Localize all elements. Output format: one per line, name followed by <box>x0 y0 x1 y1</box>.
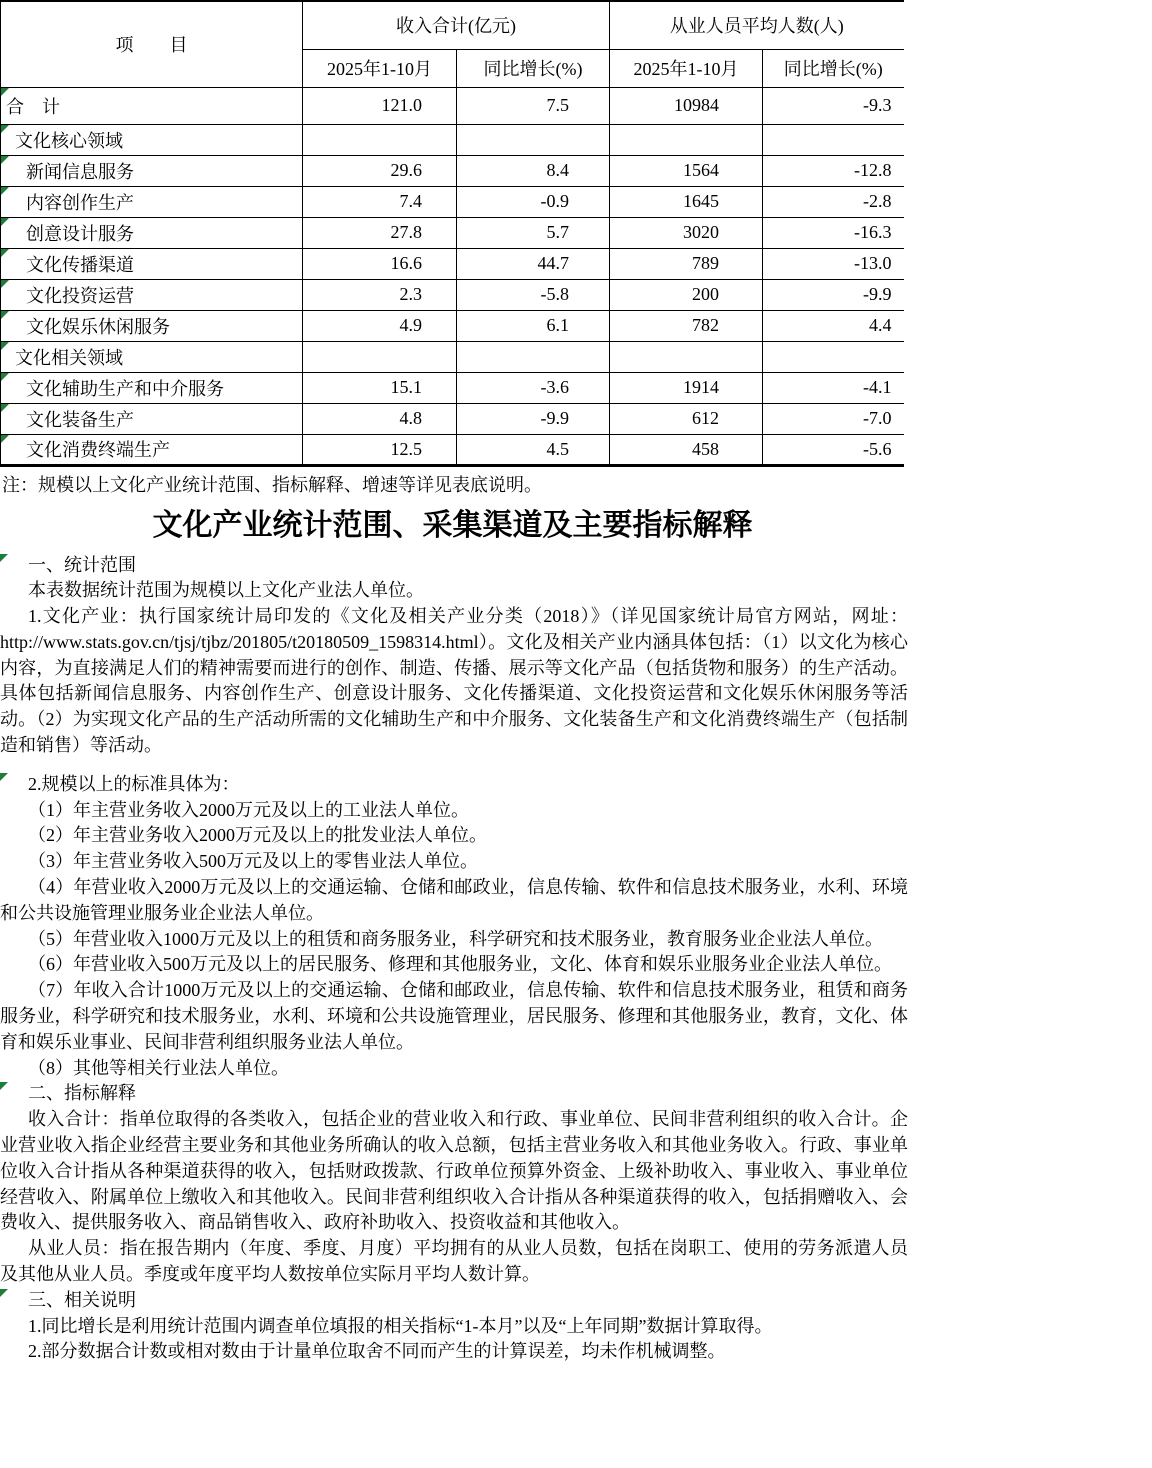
paragraph <box>0 798 908 824</box>
paragraph-text: 本表数据统计范围为规模以上文化产业法人单位。 <box>28 580 424 601</box>
paragraph <box>0 578 908 604</box>
value-cell: 10984 <box>610 87 763 124</box>
paragraph <box>0 849 908 875</box>
comment-indicator-icon <box>1 218 9 226</box>
row-label-cell <box>1 248 303 279</box>
comment-indicator-icon <box>0 1082 8 1090</box>
paragraph-text: （7）年收入合计1000万元及以上的交通运输、仓储和邮政业，信息传输、软件和信息技术服务业，租赁和商务服务业，科学研究和技术服务业，水利、环境和公共设施管理业，居民服务、修理和其他服务业，教育，文化、体育和娱乐业事业、民间非营利组织服务业法人单位。 <box>0 980 908 1052</box>
comment-indicator-icon <box>0 773 8 781</box>
table-row <box>1 279 904 310</box>
value-cell: 1914 <box>610 372 763 403</box>
value-cell: -7.0 <box>763 403 904 434</box>
value-cell: -12.8 <box>763 155 904 186</box>
value-cell <box>303 124 457 155</box>
value-cell: 4.9 <box>303 310 457 341</box>
row-label-cell <box>1 403 303 434</box>
value-cell: 7.5 <box>457 87 610 124</box>
row-label-cell <box>1 186 303 217</box>
table-row <box>1 186 904 217</box>
col-header-revenue-period: 2025年1-10月 <box>303 49 457 87</box>
paragraph-text: （3）年主营业务收入500万元及以上的零售业法人单位。 <box>28 851 478 872</box>
col-header-employees-yoy: 同比增长(%) <box>763 49 904 87</box>
row-label-cell <box>1 310 303 341</box>
value-cell <box>457 124 610 155</box>
table-footnote: 注：规模以上文化产业统计范围、指标解释、增速等详见表底说明。 <box>2 474 542 495</box>
value-cell: -5.6 <box>763 434 904 465</box>
comment-indicator-icon <box>1 88 9 96</box>
paragraph <box>0 927 908 953</box>
row-label: 文化装备生产 <box>26 409 134 430</box>
table-row <box>1 248 904 279</box>
row-label-cell <box>1 155 303 186</box>
paragraph-text: 一、统计范围 <box>28 554 136 575</box>
table-row <box>1 124 904 155</box>
comment-indicator-icon <box>1 187 9 195</box>
paragraph-text: （2）年主营业务收入2000万元及以上的批发业法人单位。 <box>28 825 487 846</box>
row-label-cell <box>1 279 303 310</box>
value-cell: 4.5 <box>457 434 610 465</box>
paragraph <box>0 1056 908 1082</box>
comment-indicator-icon <box>1 373 9 381</box>
paragraph-text: 三、相关说明 <box>28 1289 136 1310</box>
col-header-employees-period: 2025年1-10月 <box>610 49 763 87</box>
row-label: 创意设计服务 <box>26 223 134 244</box>
paragraph-text: （4）年营业收入2000万元及以上的交通运输、仓储和邮政业，信息传输、软件和信息技术服务业，水利、环境和公共设施管理业服务业企业法人单位。 <box>0 877 908 923</box>
value-cell: 15.1 <box>303 372 457 403</box>
row-label: 文化辅助生产和中介服务 <box>26 378 224 399</box>
value-cell <box>763 341 904 372</box>
comment-indicator-icon <box>1 249 9 257</box>
row-label: 文化核心领域 <box>15 130 123 151</box>
row-label: 文化传播渠道 <box>26 254 134 275</box>
value-cell: 2.3 <box>303 279 457 310</box>
table-row <box>1 434 904 465</box>
row-label: 文化相关领域 <box>15 347 123 368</box>
row-label: 文化消费终端生产 <box>26 440 170 460</box>
value-cell: 1564 <box>610 155 763 186</box>
value-cell: 7.4 <box>303 186 457 217</box>
value-cell <box>303 341 457 372</box>
row-label-cell <box>1 124 303 155</box>
value-cell: 27.8 <box>303 217 457 248</box>
table-row <box>1 217 904 248</box>
row-label-cell <box>1 372 303 403</box>
comment-indicator-icon <box>1 125 9 133</box>
doc-title: 文化产业统计范围、采集渠道及主要指标解释 <box>152 508 753 542</box>
paragraph-text: 2.部分数据合计数或相对数由于计量单位取舍不同而产生的计算误差，均未作机械调整。 <box>28 1341 726 1362</box>
value-cell: 458 <box>610 434 763 465</box>
value-cell: 612 <box>610 403 763 434</box>
col-header-employees-group: 从业人员平均人数(人) <box>610 1 904 49</box>
table-row <box>1 372 904 403</box>
paragraph-text: （1）年主营业务收入2000万元及以上的工业法人单位。 <box>28 799 469 820</box>
value-cell: 1645 <box>610 186 763 217</box>
paragraph <box>0 875 908 927</box>
paragraph-text: 2.规模以上的标准具体为： <box>28 773 240 794</box>
paragraph-text: 二、指标解释 <box>28 1083 136 1104</box>
value-cell: 8.4 <box>457 155 610 186</box>
value-cell: 3020 <box>610 217 763 248</box>
comment-indicator-icon <box>1 404 9 412</box>
table-row <box>1 87 904 124</box>
paragraph <box>0 823 908 849</box>
value-cell: 4.4 <box>763 310 904 341</box>
value-cell: 5.7 <box>457 217 610 248</box>
paragraph <box>0 978 908 1055</box>
doc-body <box>0 553 908 1366</box>
value-cell: -3.6 <box>457 372 610 403</box>
row-label-cell <box>1 217 303 248</box>
row-label: 新闻信息服务 <box>26 161 134 182</box>
value-cell <box>763 124 904 155</box>
paragraph-text: （6）年营业收入500万元及以上的居民服务、修理和其他服务业，文化、体育和娱乐业服务业企业法人单位。 <box>28 954 892 975</box>
table-row <box>1 310 904 341</box>
value-cell <box>610 124 763 155</box>
paragraph <box>0 1236 908 1288</box>
value-cell: -9.3 <box>763 87 904 124</box>
comment-indicator-icon <box>0 554 8 562</box>
paragraph <box>0 1339 908 1365</box>
section-heading <box>0 553 908 579</box>
value-cell <box>457 341 610 372</box>
section-heading <box>0 1288 908 1314</box>
paragraph-text: 从业人员：指在报告期内（年度、季度、月度）平均拥有的从业人员数，包括在岗职工、使用的劳务派遣人员及其他从业人员。季度或年度平均人数按单位实际月平均人数计算。 <box>0 1238 908 1285</box>
value-cell: -4.1 <box>763 372 904 403</box>
value-cell: -5.8 <box>457 279 610 310</box>
paragraph-text: 收入合计：指单位取得的各类收入，包括企业的营业收入和行政、事业单位、民间非营利组织的收入合计。企业营业收入指企业经营主要业务和其他业务所确认的收入总额，包括主营业务收入和其他业务收入。行政、事业单位收入合计指从各种渠道获得的收入，包括财政拨款、行政单位预算外资金、上级补助收入、事业收入、事业单位经营收入、附属单位上缴收入和其他收入。民间非营利组织收入合计指从各种渠道获得的收入，包括捐赠收入、会费收入、提供服务收入、商品销售收入、政府补助收入、投资收益和其他收入。 <box>0 1109 908 1233</box>
col-header-revenue-yoy: 同比增长(%) <box>457 49 610 87</box>
value-cell: 4.8 <box>303 403 457 434</box>
value-cell: -16.3 <box>763 217 904 248</box>
value-cell: -9.9 <box>457 403 610 434</box>
value-cell: 29.6 <box>303 155 457 186</box>
value-cell: 121.0 <box>303 87 457 124</box>
stats-table <box>0 0 904 467</box>
value-cell: 12.5 <box>303 434 457 465</box>
value-cell: -13.0 <box>763 248 904 279</box>
value-cell: -0.9 <box>457 186 610 217</box>
col-header-item: 项 目 <box>1 1 303 87</box>
comment-indicator-icon <box>0 1289 8 1297</box>
paragraph-text: 1.同比增长是利用统计范围内调查单位填报的相关指标“1-本月”以及“上年同期”数据计算取得。 <box>28 1315 773 1336</box>
value-cell: 44.7 <box>457 248 610 279</box>
paragraph-text: （8）其他等相关行业法人单位。 <box>28 1057 289 1078</box>
row-label: 内容创作生产 <box>26 192 134 213</box>
paragraph <box>0 1314 908 1340</box>
comment-indicator-icon <box>1 280 9 288</box>
row-label: 文化投资运营 <box>26 285 134 306</box>
value-cell <box>610 341 763 372</box>
comment-indicator-icon <box>1 435 9 443</box>
paragraph <box>0 1107 908 1236</box>
paragraph <box>0 952 908 978</box>
row-label-cell <box>1 434 303 465</box>
paragraph-text: 1.文化产业：执行国家统计局印发的《文化及相关产业分类（2018）》（详见国家统计局官方网站，网址：http://www.stats.gov.cn/tjsj/tjbz/201805/t20180509_1598314.html）。文化及相关产业内涵具体包括：（1）以文化为核心内容，为直接满足人们的精神需要而进行的创作、制造、传播、展示等文化产品（包括货物和服务）的生产活动。具体包括新闻信息服务、内容创作生产、创意设计服务、文化传播渠道、文化投资运营和文化娱乐休闲服务等活动。（2）为实现文化产品的生产活动所需的文化辅助生产和中介服务、文化装备生产和文化消费终端生产（包括制造和销售）等活动。 <box>0 606 908 756</box>
comment-indicator-icon <box>1 311 9 319</box>
row-label: 合 计 <box>6 96 60 117</box>
value-cell: 200 <box>610 279 763 310</box>
table-row <box>1 403 904 434</box>
row-label-cell <box>1 341 303 372</box>
comment-indicator-icon <box>1 342 9 350</box>
value-cell: -9.9 <box>763 279 904 310</box>
row-label: 文化娱乐休闲服务 <box>26 316 170 337</box>
value-cell: 6.1 <box>457 310 610 341</box>
value-cell: 782 <box>610 310 763 341</box>
value-cell: 16.6 <box>303 248 457 279</box>
row-label-cell <box>1 87 303 124</box>
section-heading <box>0 772 908 798</box>
value-cell: 789 <box>610 248 763 279</box>
table-row <box>1 341 904 372</box>
table-row <box>1 155 904 186</box>
paragraph <box>0 604 908 759</box>
value-cell: -2.8 <box>763 186 904 217</box>
section-heading <box>0 1081 908 1107</box>
col-header-revenue-group: 收入合计(亿元) <box>303 1 610 49</box>
comment-indicator-icon <box>1 156 9 164</box>
paragraph-text: （5）年营业收入1000万元及以上的租赁和商务服务业，科学研究和技术服务业，教育服务业企业法人单位。 <box>28 928 883 949</box>
